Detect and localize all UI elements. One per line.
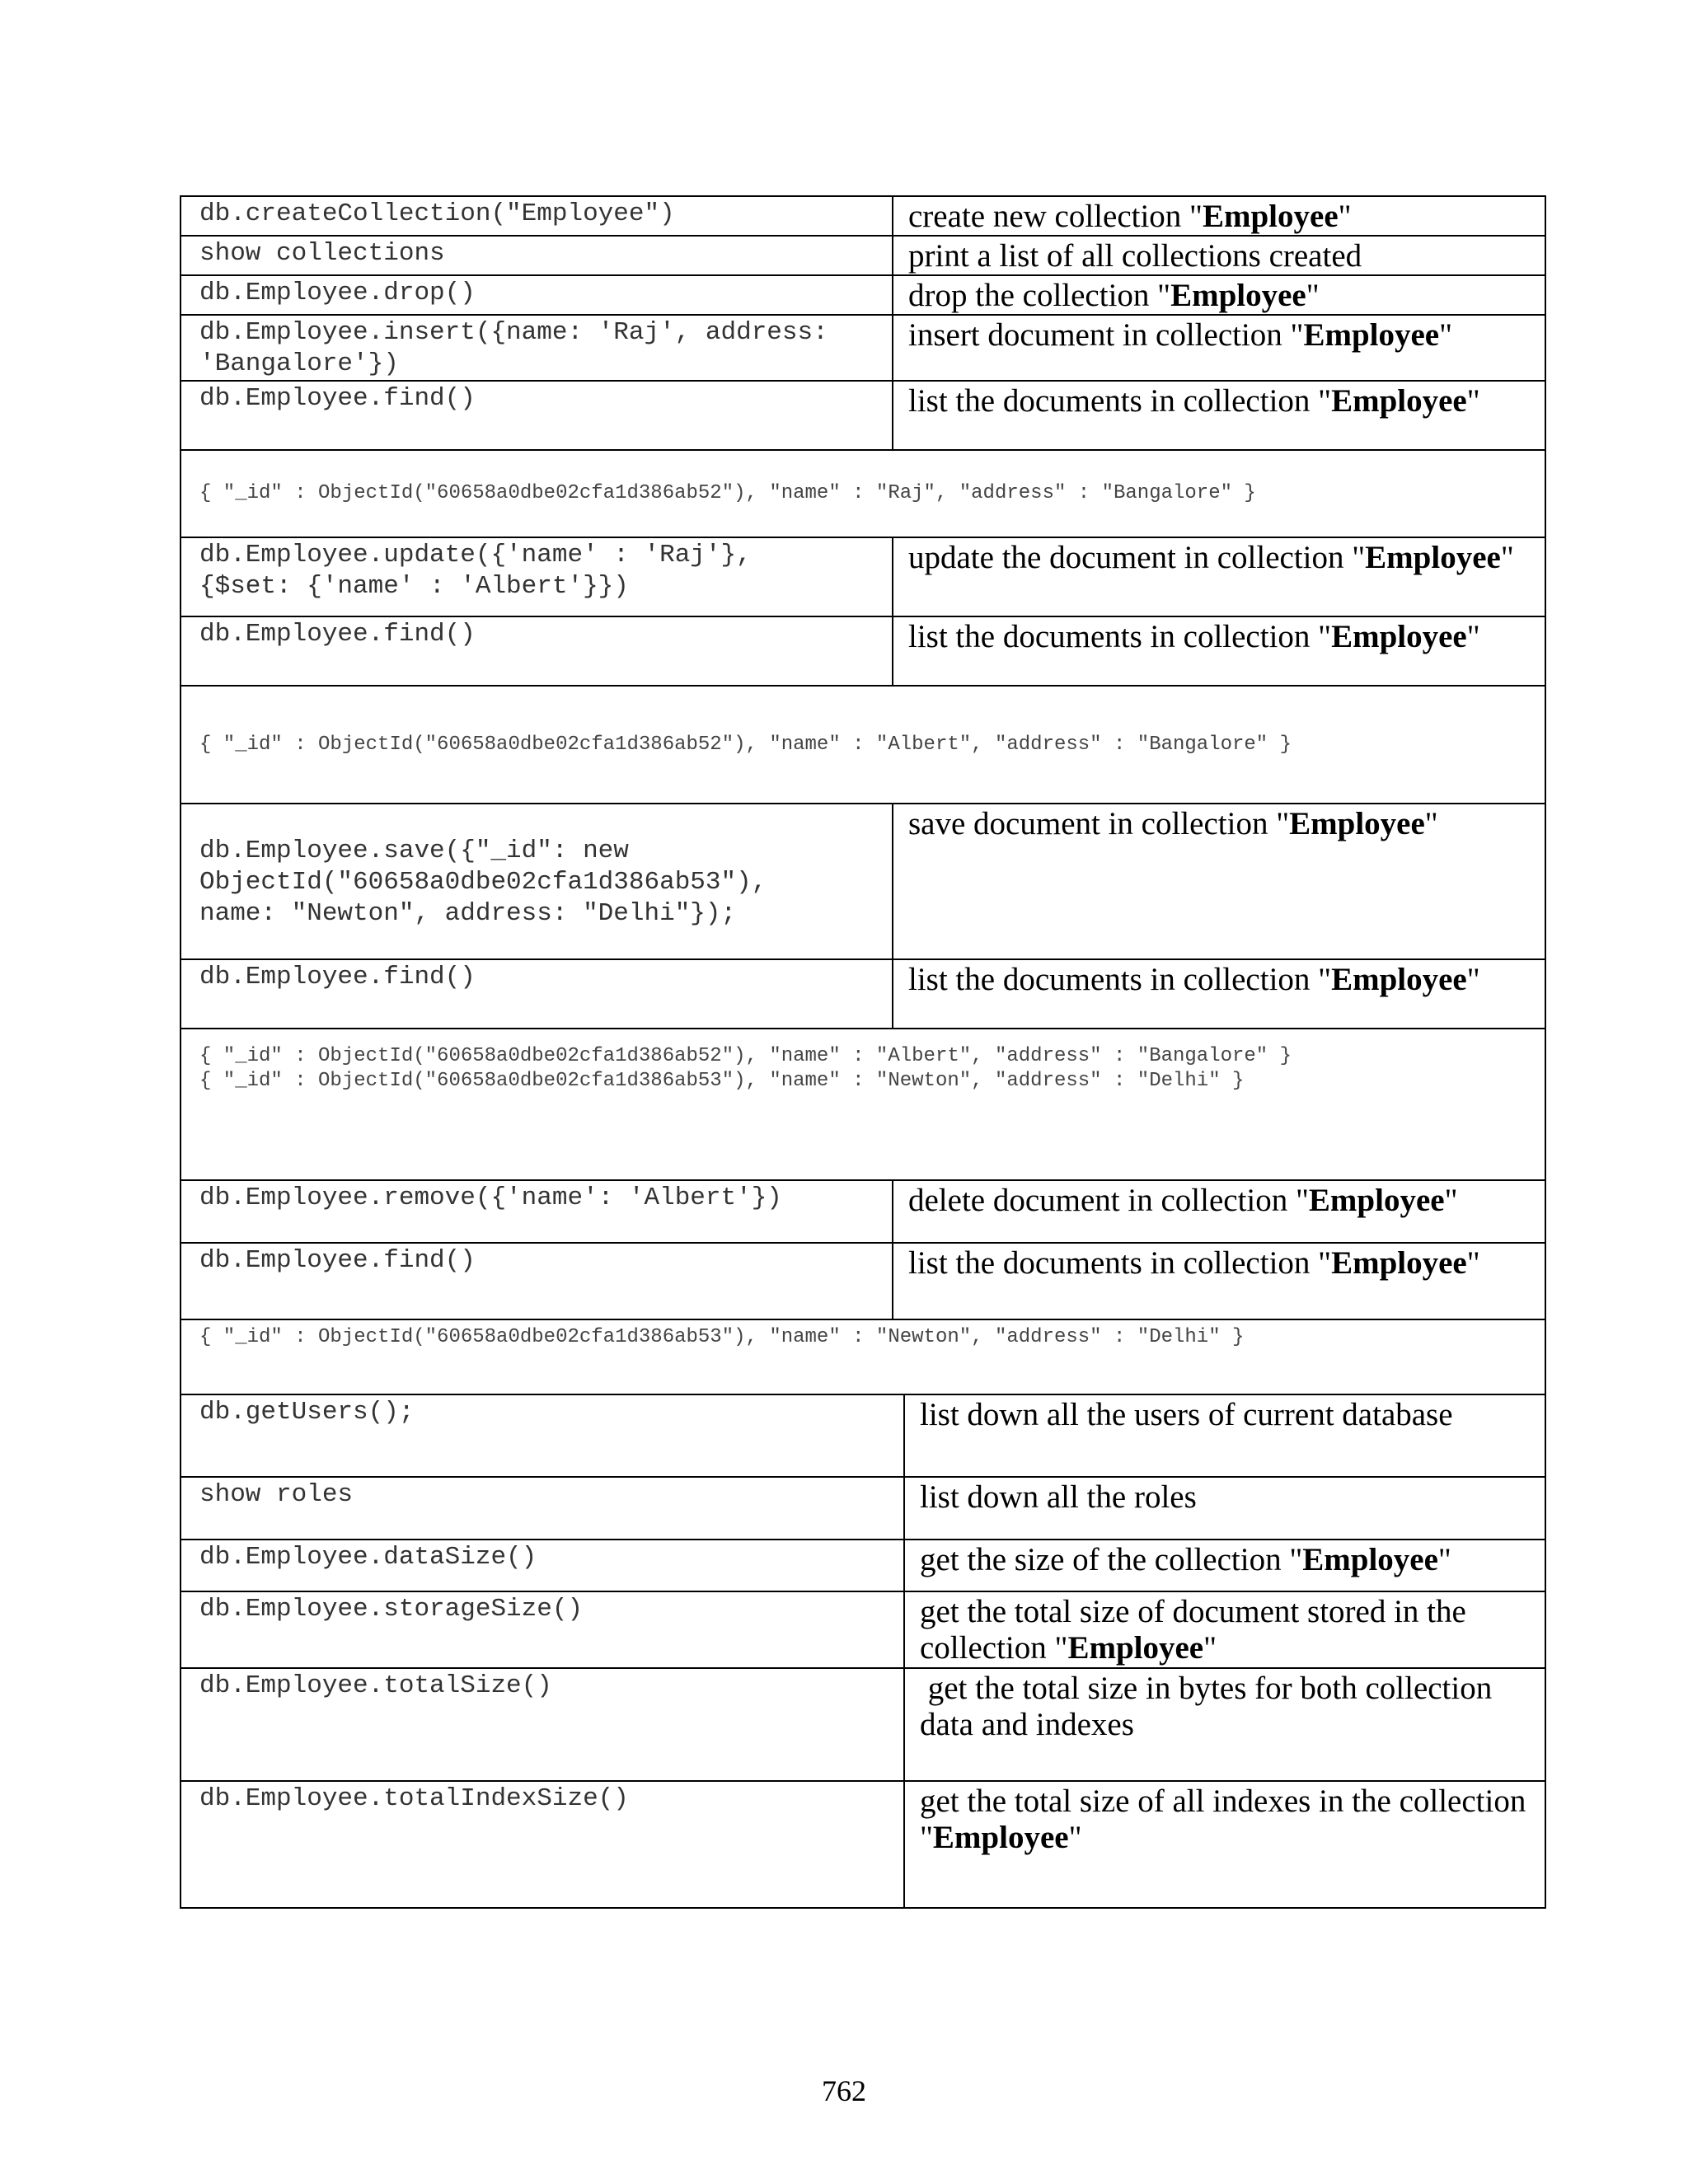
table-row [181, 315, 1545, 381]
output-cell: { "_id" : ObjectId("60658a0dbe02cfa1d386ab53"), "name" : "Newton", "address" : "Delhi" } [181, 1319, 1545, 1394]
description-cell: list the documents in collection "Employee" [893, 1243, 1545, 1319]
table-row [181, 1243, 1545, 1319]
command-cell: db.getUsers(); [181, 1394, 904, 1477]
output-row [181, 686, 1545, 804]
table-row [181, 1781, 1545, 1908]
command-cell: db.Employee.storageSize() [181, 1591, 904, 1668]
output-cell: { "_id" : ObjectId("60658a0dbe02cfa1d386ab52"), "name" : "Raj", "address" : "Bangalore" } [181, 450, 1545, 537]
output-row [181, 1029, 1545, 1180]
description-cell: list the documents in collection "Employee" [893, 616, 1545, 686]
table-row [181, 1591, 1545, 1668]
table-row [181, 1668, 1545, 1781]
description-cell: drop the collection "Employee" [893, 275, 1545, 315]
description-cell: list the documents in collection "Employee" [893, 959, 1545, 1029]
command-cell: show collections [181, 236, 893, 275]
table-row [181, 537, 1545, 616]
table-row [181, 1540, 1545, 1591]
command-cell: db.Employee.totalIndexSize() [181, 1781, 904, 1908]
description-cell: list down all the roles [904, 1477, 1545, 1540]
table-row [181, 804, 1545, 959]
description-cell: get the size of the collection "Employee" [904, 1540, 1545, 1591]
command-cell: db.Employee.find() [181, 381, 893, 450]
description-cell: list down all the users of current database [904, 1394, 1545, 1477]
table-row [181, 196, 1545, 236]
command-cell: db.Employee.find() [181, 959, 893, 1029]
table-row [181, 1477, 1545, 1540]
description-cell: get the total size of document stored in the collection "Employee" [904, 1591, 1545, 1668]
command-cell: db.Employee.drop() [181, 275, 893, 315]
command-cell: db.Employee.totalSize() [181, 1668, 904, 1781]
command-cell: db.Employee.remove({'name': 'Albert'}) [181, 1180, 893, 1243]
description-cell: insert document in collection "Employee" [893, 315, 1545, 381]
table-row [181, 1180, 1545, 1243]
command-cell: db.Employee.find() [181, 1243, 893, 1319]
output-row [181, 1319, 1545, 1394]
description-cell: get the total size of all indexes in the collection "Employee" [904, 1781, 1545, 1908]
table-row [181, 381, 1545, 450]
table-row [181, 275, 1545, 315]
command-cell: show roles [181, 1477, 904, 1540]
table-row [181, 1394, 1545, 1477]
description-cell: list the documents in collection "Employee" [893, 381, 1545, 450]
output-cell: { "_id" : ObjectId("60658a0dbe02cfa1d386ab52"), "name" : "Albert", "address" : "Bangalore" } [181, 686, 1545, 804]
command-cell: db.createCollection("Employee") [181, 196, 893, 236]
description-cell: save document in collection "Employee" [893, 804, 1545, 959]
command-cell: db.Employee.update({'name' : 'Raj'}, {$set: {'name' : 'Albert'}}) [181, 537, 893, 616]
description-cell: create new collection "Employee" [893, 196, 1545, 236]
mongodb-commands-table [180, 195, 1546, 1909]
page-number: 762 [822, 2074, 866, 2107]
command-cell: db.Employee.save({"_id": new ObjectId("60658a0dbe02cfa1d386ab53"), name: "Newton", address: "Delhi"}); [181, 804, 893, 959]
description-cell: update the document in collection "Employee" [893, 537, 1545, 616]
output-row [181, 450, 1545, 537]
table-row [181, 236, 1545, 275]
command-cell: db.Employee.insert({name: 'Raj', address: 'Bangalore'}) [181, 315, 893, 381]
description-cell: print a list of all collections created [893, 236, 1545, 275]
table-row [181, 959, 1545, 1029]
command-cell: db.Employee.dataSize() [181, 1540, 904, 1591]
output-cell: { "_id" : ObjectId("60658a0dbe02cfa1d386ab52"), "name" : "Albert", "address" : "Bangalore" } { "_id" : ObjectId("60658a0dbe02cfa1d386ab53"), "name" : "Newton", "address" : "Delhi" } [181, 1029, 1545, 1180]
description-cell: get the total size in bytes for both collection data and indexes [904, 1668, 1545, 1781]
table-row [181, 616, 1545, 686]
command-cell: db.Employee.find() [181, 616, 893, 686]
description-cell: delete document in collection "Employee" [893, 1180, 1545, 1243]
